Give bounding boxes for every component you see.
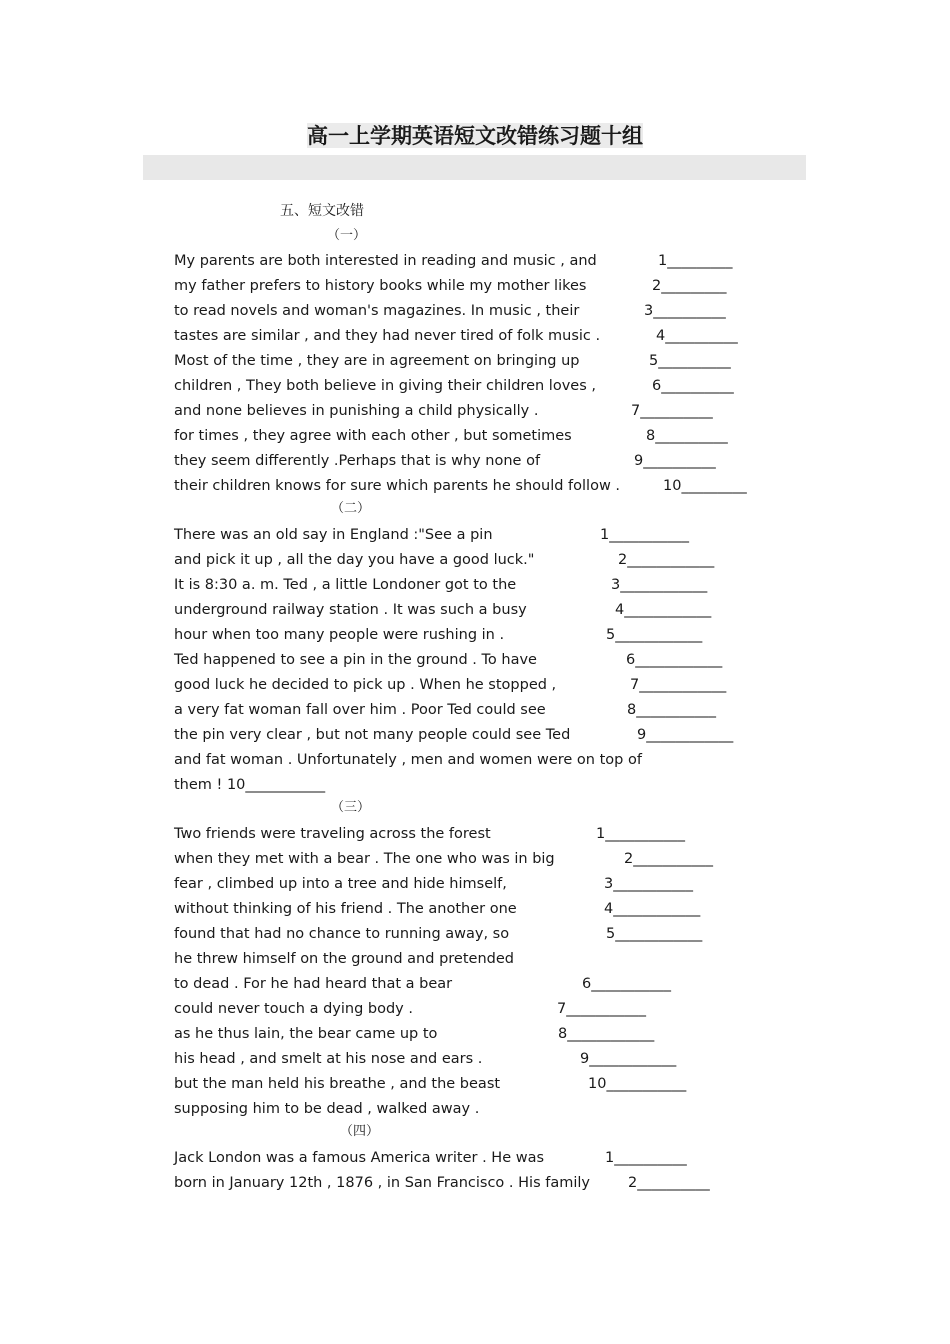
passage-1-line: My parents are both interested in reading and music , and [174, 253, 597, 269]
passage-1-line: they seem differently .Perhaps that is why none of [174, 453, 541, 469]
answer-blank[interactable]: 6__________ [652, 378, 734, 394]
answer-blank[interactable]: 4____________ [604, 901, 701, 917]
answer-blank[interactable]: 6____________ [626, 652, 723, 668]
page-title-text: 高一上学期英语短文改错练习题十组 [307, 123, 643, 148]
passage-3-line: as he thus lain, the bear came up to [174, 1026, 438, 1042]
answer-blank[interactable]: 1__________ [605, 1150, 687, 1166]
passage-2-line: There was an old say in England :"See a pin [174, 527, 493, 543]
passage-1-label: （一） [327, 228, 367, 243]
passage-4-line: born in January 12th , 1876 , in San Francisco . His family [174, 1175, 590, 1191]
passage-2-line: and fat woman . Unfortunately , men and women were on top of [174, 752, 642, 768]
passage-3-line: without thinking of his friend . The another one [174, 901, 517, 917]
passage-3-line: his head , and smelt at his nose and ears . [174, 1051, 483, 1067]
answer-blank[interactable]: 1___________ [600, 527, 689, 543]
passage-2-line: underground railway station . It was such a busy [174, 602, 527, 618]
page-title [0, 122, 950, 150]
answer-blank[interactable]: 5____________ [606, 627, 703, 643]
section-label: 五、短文改错 [280, 203, 364, 219]
answer-blank[interactable]: 1___________ [596, 826, 685, 842]
passage-2-line: Ted happened to see a pin in the ground . To have [174, 652, 537, 668]
passage-2-line: a very fat woman fall over him . Poor Ted could see [174, 702, 546, 718]
answer-blank[interactable]: 7___________ [557, 1001, 646, 1017]
passage-2-line: and pick it up , all the day you have a good luck." [174, 552, 535, 568]
passage-1-line: their children knows for sure which parents he should follow . [174, 478, 621, 494]
passage-4-label: （四） [340, 1124, 380, 1139]
answer-blank[interactable]: 8__________ [646, 428, 728, 444]
passage-3-line: to dead . For he had heard that a bear [174, 976, 453, 992]
passage-3-line: fear , climbed up into a tree and hide himself, [174, 876, 507, 892]
passage-2-line: good luck he decided to pick up . When he stopped , [174, 677, 557, 693]
answer-blank[interactable]: 3___________ [604, 876, 693, 892]
answer-blank[interactable]: 5____________ [606, 926, 703, 942]
passage-1-line: for times , they agree with each other , but sometimes [174, 428, 572, 444]
answer-blank[interactable]: 7__________ [631, 403, 713, 419]
answer-blank[interactable]: 8____________ [558, 1026, 655, 1042]
passage-2-line: It is 8:30 a. m. Ted , a little Londoner got to the [174, 577, 517, 593]
passage-1-line: my father prefers to history books while my mother likes [174, 278, 587, 294]
answer-blank[interactable]: 1_________ [658, 253, 733, 269]
passage-1-line: and none believes in punishing a child physically . [174, 403, 539, 419]
answer-blank[interactable]: 5__________ [649, 353, 731, 369]
answer-blank[interactable]: 2____________ [618, 552, 715, 568]
passage-1-line: tastes are similar , and they had never tired of folk music . [174, 328, 601, 344]
passage-3-line: Two friends were traveling across the forest [174, 826, 491, 842]
title-band [143, 155, 806, 180]
passage-2-label: （二） [331, 501, 371, 516]
passage-1-line: children , They both believe in giving their children loves , [174, 378, 596, 394]
passage-3-label: （三） [331, 800, 371, 815]
passage-3-line: he threw himself on the ground and pretended [174, 951, 514, 967]
passage-3-line: found that had no chance to running away, so [174, 926, 510, 942]
answer-blank[interactable]: 2_________ [652, 278, 727, 294]
passage-4-line: Jack London was a famous America writer . He was [174, 1150, 545, 1166]
passage-1-line: Most of the time , they are in agreement on bringing up [174, 353, 580, 369]
answer-blank[interactable]: 4__________ [656, 328, 738, 344]
passage-3-line: when they met with a bear . The one who was in big [174, 851, 555, 867]
passage-3-line: but the man held his breathe , and the beast [174, 1076, 501, 1092]
passage-2-line: them ! 10___________ [174, 777, 326, 793]
answer-blank[interactable]: 10___________ [588, 1076, 687, 1092]
answer-blank[interactable]: 9__________ [634, 453, 716, 469]
answer-blank[interactable]: 6___________ [582, 976, 671, 992]
answer-blank[interactable]: 3____________ [611, 577, 708, 593]
answer-blank[interactable]: 7____________ [630, 677, 727, 693]
passage-3-line: could never touch a dying body . [174, 1001, 413, 1017]
answer-blank[interactable]: 10_________ [663, 478, 747, 494]
answer-blank[interactable]: 2___________ [624, 851, 713, 867]
passage-3-line: supposing him to be dead , walked away . [174, 1101, 480, 1117]
answer-blank[interactable]: 4____________ [615, 602, 712, 618]
answer-blank[interactable]: 9____________ [637, 727, 734, 743]
passage-1-line: to read novels and woman's magazines. In music , their [174, 303, 580, 319]
answer-blank[interactable]: 2__________ [628, 1175, 710, 1191]
answer-blank[interactable]: 9____________ [580, 1051, 677, 1067]
answer-blank[interactable]: 8___________ [627, 702, 716, 718]
passage-2-line: the pin very clear , but not many people could see Ted [174, 727, 571, 743]
passage-2-line: hour when too many people were rushing in . [174, 627, 505, 643]
answer-blank[interactable]: 3__________ [644, 303, 726, 319]
